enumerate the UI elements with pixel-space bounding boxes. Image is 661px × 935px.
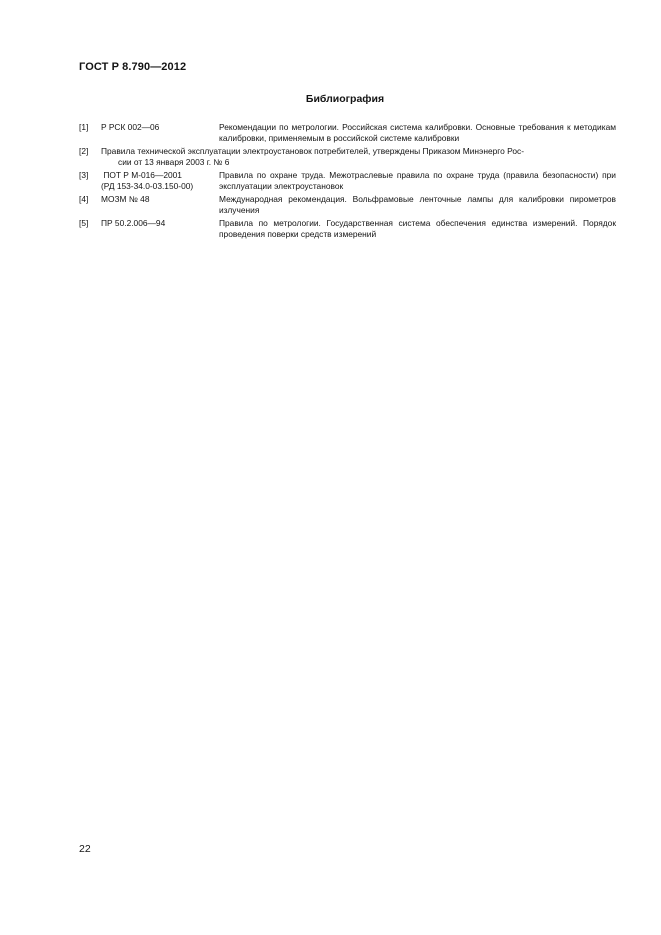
bibliography-entry-3 (79, 170, 616, 192)
bibliography-entry-2 (79, 146, 616, 168)
entry-code: ПОТ Р М-016—2001 (РД 153-34.0-03.150-00) (101, 170, 194, 191)
entry-number: [2] (79, 146, 89, 156)
entry-number: [1] (79, 122, 89, 132)
entry-description: Рекомендации по метрологии. Российская система калибровки. Основные требования к методикам калибровки, применяемым в российской системе калибровки (219, 122, 616, 143)
bibliography-list (79, 122, 616, 242)
bibliography-entry-4 (79, 194, 616, 216)
entry-number: [3] (79, 170, 89, 180)
page-number: 22 (79, 843, 91, 855)
entry-description: Международная рекомендация. Вольфрамовые ленточные лампы для калибровки пирометров излучения (219, 194, 616, 215)
entry-code: ПР 50.2.006—94 (101, 218, 166, 228)
entry-description: Правила по охране труда. Межотраслевые правила по охране труда (правила безопасности) при эксплуатации электроустановок (219, 170, 616, 191)
document-header-code: ГОСТ Р 8.790—2012 (79, 61, 187, 73)
entry-description: Правила по метрологии. Государственная система обеспечения единства измерений. Порядок проведения поверки средств измерений (219, 218, 616, 239)
bibliography-entry-5 (79, 218, 616, 240)
entry-description (101, 146, 616, 168)
entry-number: [4] (79, 194, 89, 204)
entry-description-first-line: Правила технической эксплуатации электроустановок потребителей, утверждены Приказом Минэнерго Рос- (101, 146, 524, 156)
bibliography-entry-1 (79, 122, 616, 144)
entry-code: МОЗМ № 48 (101, 194, 150, 204)
entry-number: [5] (79, 218, 89, 228)
entry-code: Р РСК 002—06 (101, 122, 160, 132)
section-title: Библиография (305, 93, 385, 105)
entry-description-continuation: сии от 13 января 2003 г. № 6 (118, 157, 230, 167)
